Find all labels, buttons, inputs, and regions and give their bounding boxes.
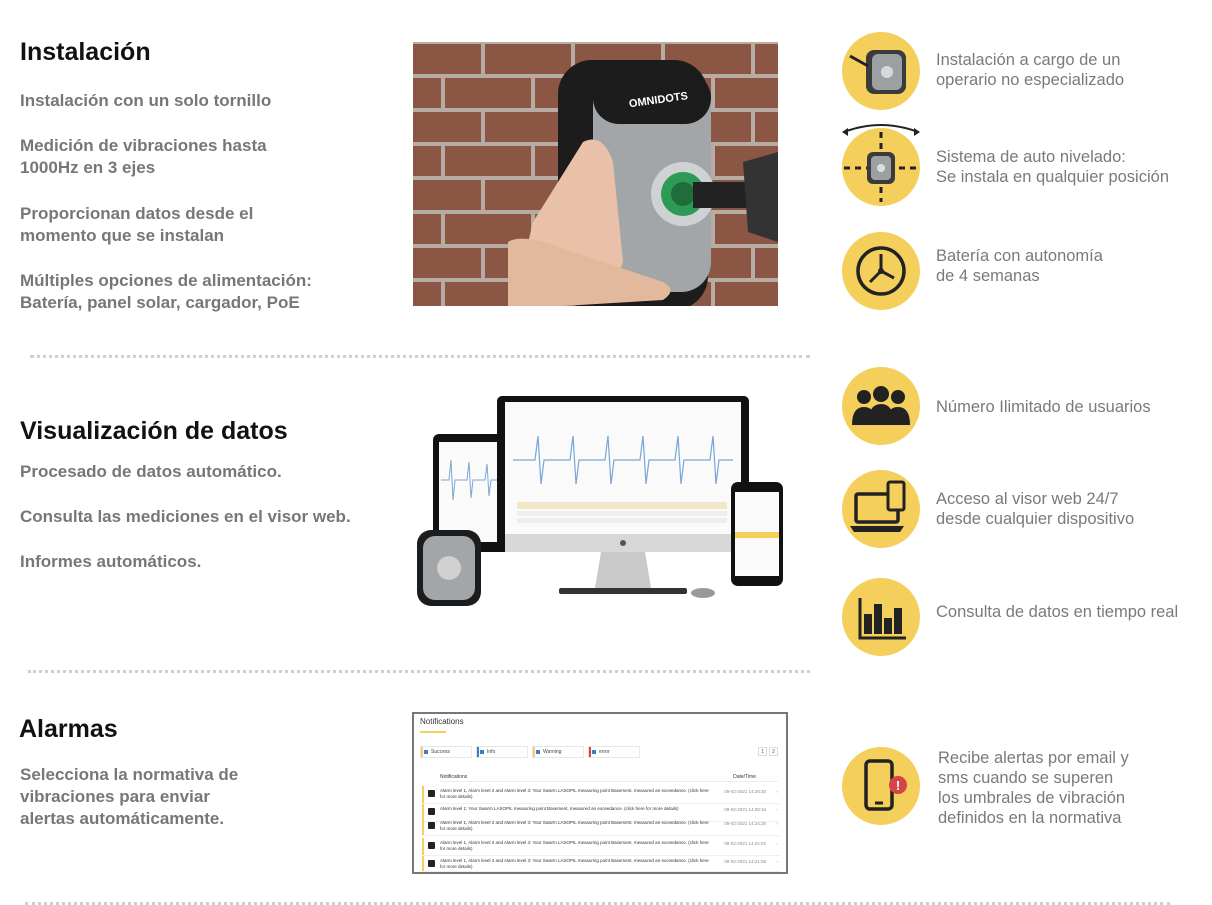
filter-chip-info[interactable]: Info (476, 746, 528, 758)
phone-alert-icon (842, 747, 920, 825)
page-button[interactable]: 2 (769, 747, 778, 756)
users-icon (842, 367, 920, 445)
notification-row[interactable]: Alarm level 1, Alarm level 2 and Alarm level 3: Your Swarm LASOPIL measuring point Basement, measured an exceedance. (click here for more details) 09-02-2021 14:24:02 › (422, 838, 780, 856)
square-icon (480, 750, 484, 754)
sensor-screw-icon (842, 32, 920, 110)
section-title-visualizacion: Visualización de datos (20, 417, 288, 445)
col-datetime: Date/Time (733, 774, 756, 780)
section-divider (28, 670, 810, 673)
filter-chip-warning[interactable]: Warning (532, 746, 584, 758)
paragraph: Medición de vibraciones hasta 1000Hz en 3 ejes (20, 136, 267, 177)
chevron-right-icon: › (776, 859, 778, 864)
paragraph: Informes automáticos. (20, 552, 202, 571)
section-title-instalacion: Instalación (20, 38, 151, 66)
page-button[interactable]: 1 (758, 747, 767, 756)
chevron-right-icon: › (776, 789, 778, 794)
notification-row[interactable]: Alarm level 1, Alarm level 2 and Alarm level 3: Your Swarm LASOPIL measuring point Basement, measured an exceedance. (click here for more details) 09-02-2021 14:28:30 › (422, 786, 780, 804)
bell-icon (428, 822, 435, 829)
section-title-alarmas: Alarmas (19, 715, 118, 743)
laptop-phone-icon (842, 470, 920, 548)
bar-chart-icon (842, 578, 920, 656)
filter-chip-error[interactable]: error (588, 746, 640, 758)
auto-level-icon (842, 128, 920, 206)
feature-text: Instalación a cargo de un operario no especializado (936, 51, 1125, 89)
installation-photo (413, 42, 778, 306)
chevron-right-icon: › (776, 841, 778, 846)
section-divider (30, 355, 810, 358)
notification-row[interactable]: Alarm level 1, Alarm level 2 and Alarm level 3: Your Swarm LASOPIL measuring point Basement, measured an exceedance. (click here for more details) 09-02-2021 14:24:28 › (422, 818, 780, 836)
square-icon (424, 750, 428, 754)
square-icon (536, 750, 540, 754)
svg-text:!: ! (895, 778, 901, 793)
notifications-panel (412, 712, 788, 874)
feature-text: Número Ilimitado de usuarios (936, 398, 1151, 416)
feature-text: Acceso al visor web 24/7 desde cualquier dispositivo (936, 490, 1135, 528)
paragraph: Consulta las mediciones en el visor web. (20, 507, 351, 526)
col-notifications: Notifications (440, 774, 468, 780)
bell-icon (428, 860, 435, 867)
notification-row[interactable]: Alarm level 1, Alarm level 2 and Alarm level 3: Your Swarm LASOPIL measuring point Basement, measured an exceedance. (click here for more details) 09-02-2021 14:21:08 › (422, 856, 780, 872)
paragraph: Múltiples opciones de alimentación: Batería, panel solar, cargador, PoE (20, 271, 312, 312)
chevron-right-icon: › (776, 821, 778, 826)
devices-picture (405, 390, 795, 615)
feature-text: Consulta de datos en tiempo real (936, 603, 1179, 621)
feature-text: Recibe alertas por email y sms cuando se superen los umbrales de vibración definidos en la normativa (938, 749, 1129, 827)
table-header (440, 774, 778, 782)
bell-icon (428, 790, 435, 797)
filter-chip-success[interactable]: Success (420, 746, 472, 758)
bell-icon (428, 842, 435, 849)
paragraph: Procesado de datos automático. (20, 462, 282, 481)
notification-row[interactable]: Alarm level 1: Your Swarm LASOPIL measuring point Basement, measured an exceedance. (click here for more details) 09-02-2021 14:28:16 › (422, 804, 780, 822)
paragraph: Instalación con un solo tornillo (20, 91, 272, 110)
device-brand-label: OMNIDOTS (628, 90, 689, 111)
pagination (756, 747, 778, 756)
title-underline (420, 731, 446, 733)
chevron-right-icon: › (776, 807, 778, 812)
paragraph: Proporcionan datos desde el momento que se instalan (20, 204, 254, 245)
bell-icon (428, 808, 435, 815)
clock-icon (842, 232, 920, 310)
notifications-title: Notifications (420, 717, 464, 726)
feature-text: Batería con autonomía de 4 semanas (936, 247, 1103, 285)
paragraph: Selecciona la normativa de vibraciones para enviar alertas automáticamente. (20, 765, 239, 828)
square-icon (592, 750, 596, 754)
feature-text: Sistema de auto nivelado: Se instala en qualquier posición (936, 148, 1169, 186)
